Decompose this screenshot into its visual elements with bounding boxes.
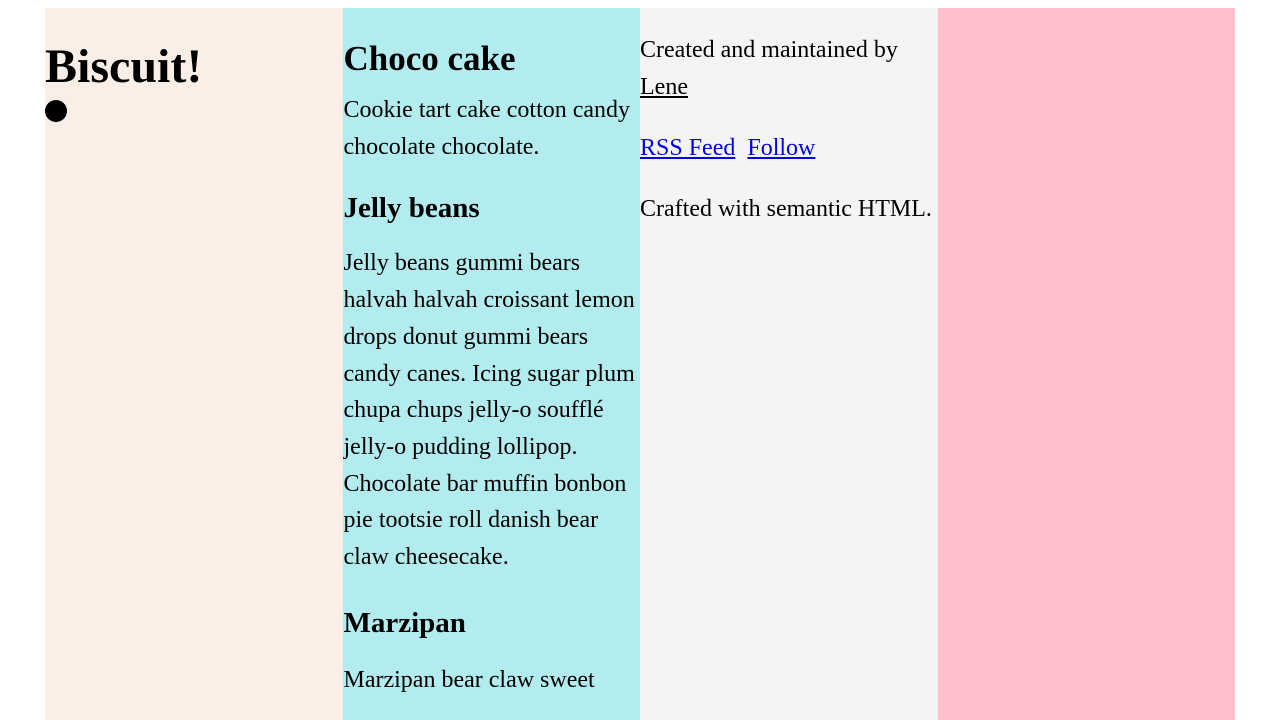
section-body-jelly-beans: Jelly beans gummi bears halvah halvah croissant lemon drops donut gummi bears candy canes. Icing sugar plum chupa chups jelly-o soufflé jelly-o pudding lollipop. Chocolate bar muffin bonbon pie tootsie roll danish bear claw cheesecake.: [343, 250, 635, 571]
article-content: [343, 38, 641, 698]
article-intro: Cookie tart cake cotton candy chocolate chocolate.: [343, 97, 631, 160]
author-link[interactable]: Lene: [640, 74, 688, 100]
footer-links: [640, 130, 938, 167]
section-heading-marzipan: Marzipan: [343, 606, 466, 639]
credit-line: [640, 32, 938, 106]
logo-dot-icon: [45, 100, 67, 122]
page-grid: [45, 8, 1235, 720]
site-footer: [640, 8, 938, 720]
main-article: [343, 8, 641, 720]
credit-prefix: Created and maintained by: [640, 37, 898, 63]
rss-feed-link[interactable]: RSS Feed: [640, 135, 736, 161]
follow-link[interactable]: Follow: [747, 135, 816, 161]
section-body-marzipan: Marzipan bear claw sweet: [343, 666, 595, 693]
crafted-note: Crafted with semantic HTML.: [640, 196, 932, 222]
site-header: [45, 8, 343, 720]
site-title: Biscuit!: [45, 40, 203, 93]
sidebar-panel: [938, 8, 1236, 720]
article-title: Choco cake: [343, 39, 516, 78]
section-heading-jelly-beans: Jelly beans: [343, 192, 480, 225]
